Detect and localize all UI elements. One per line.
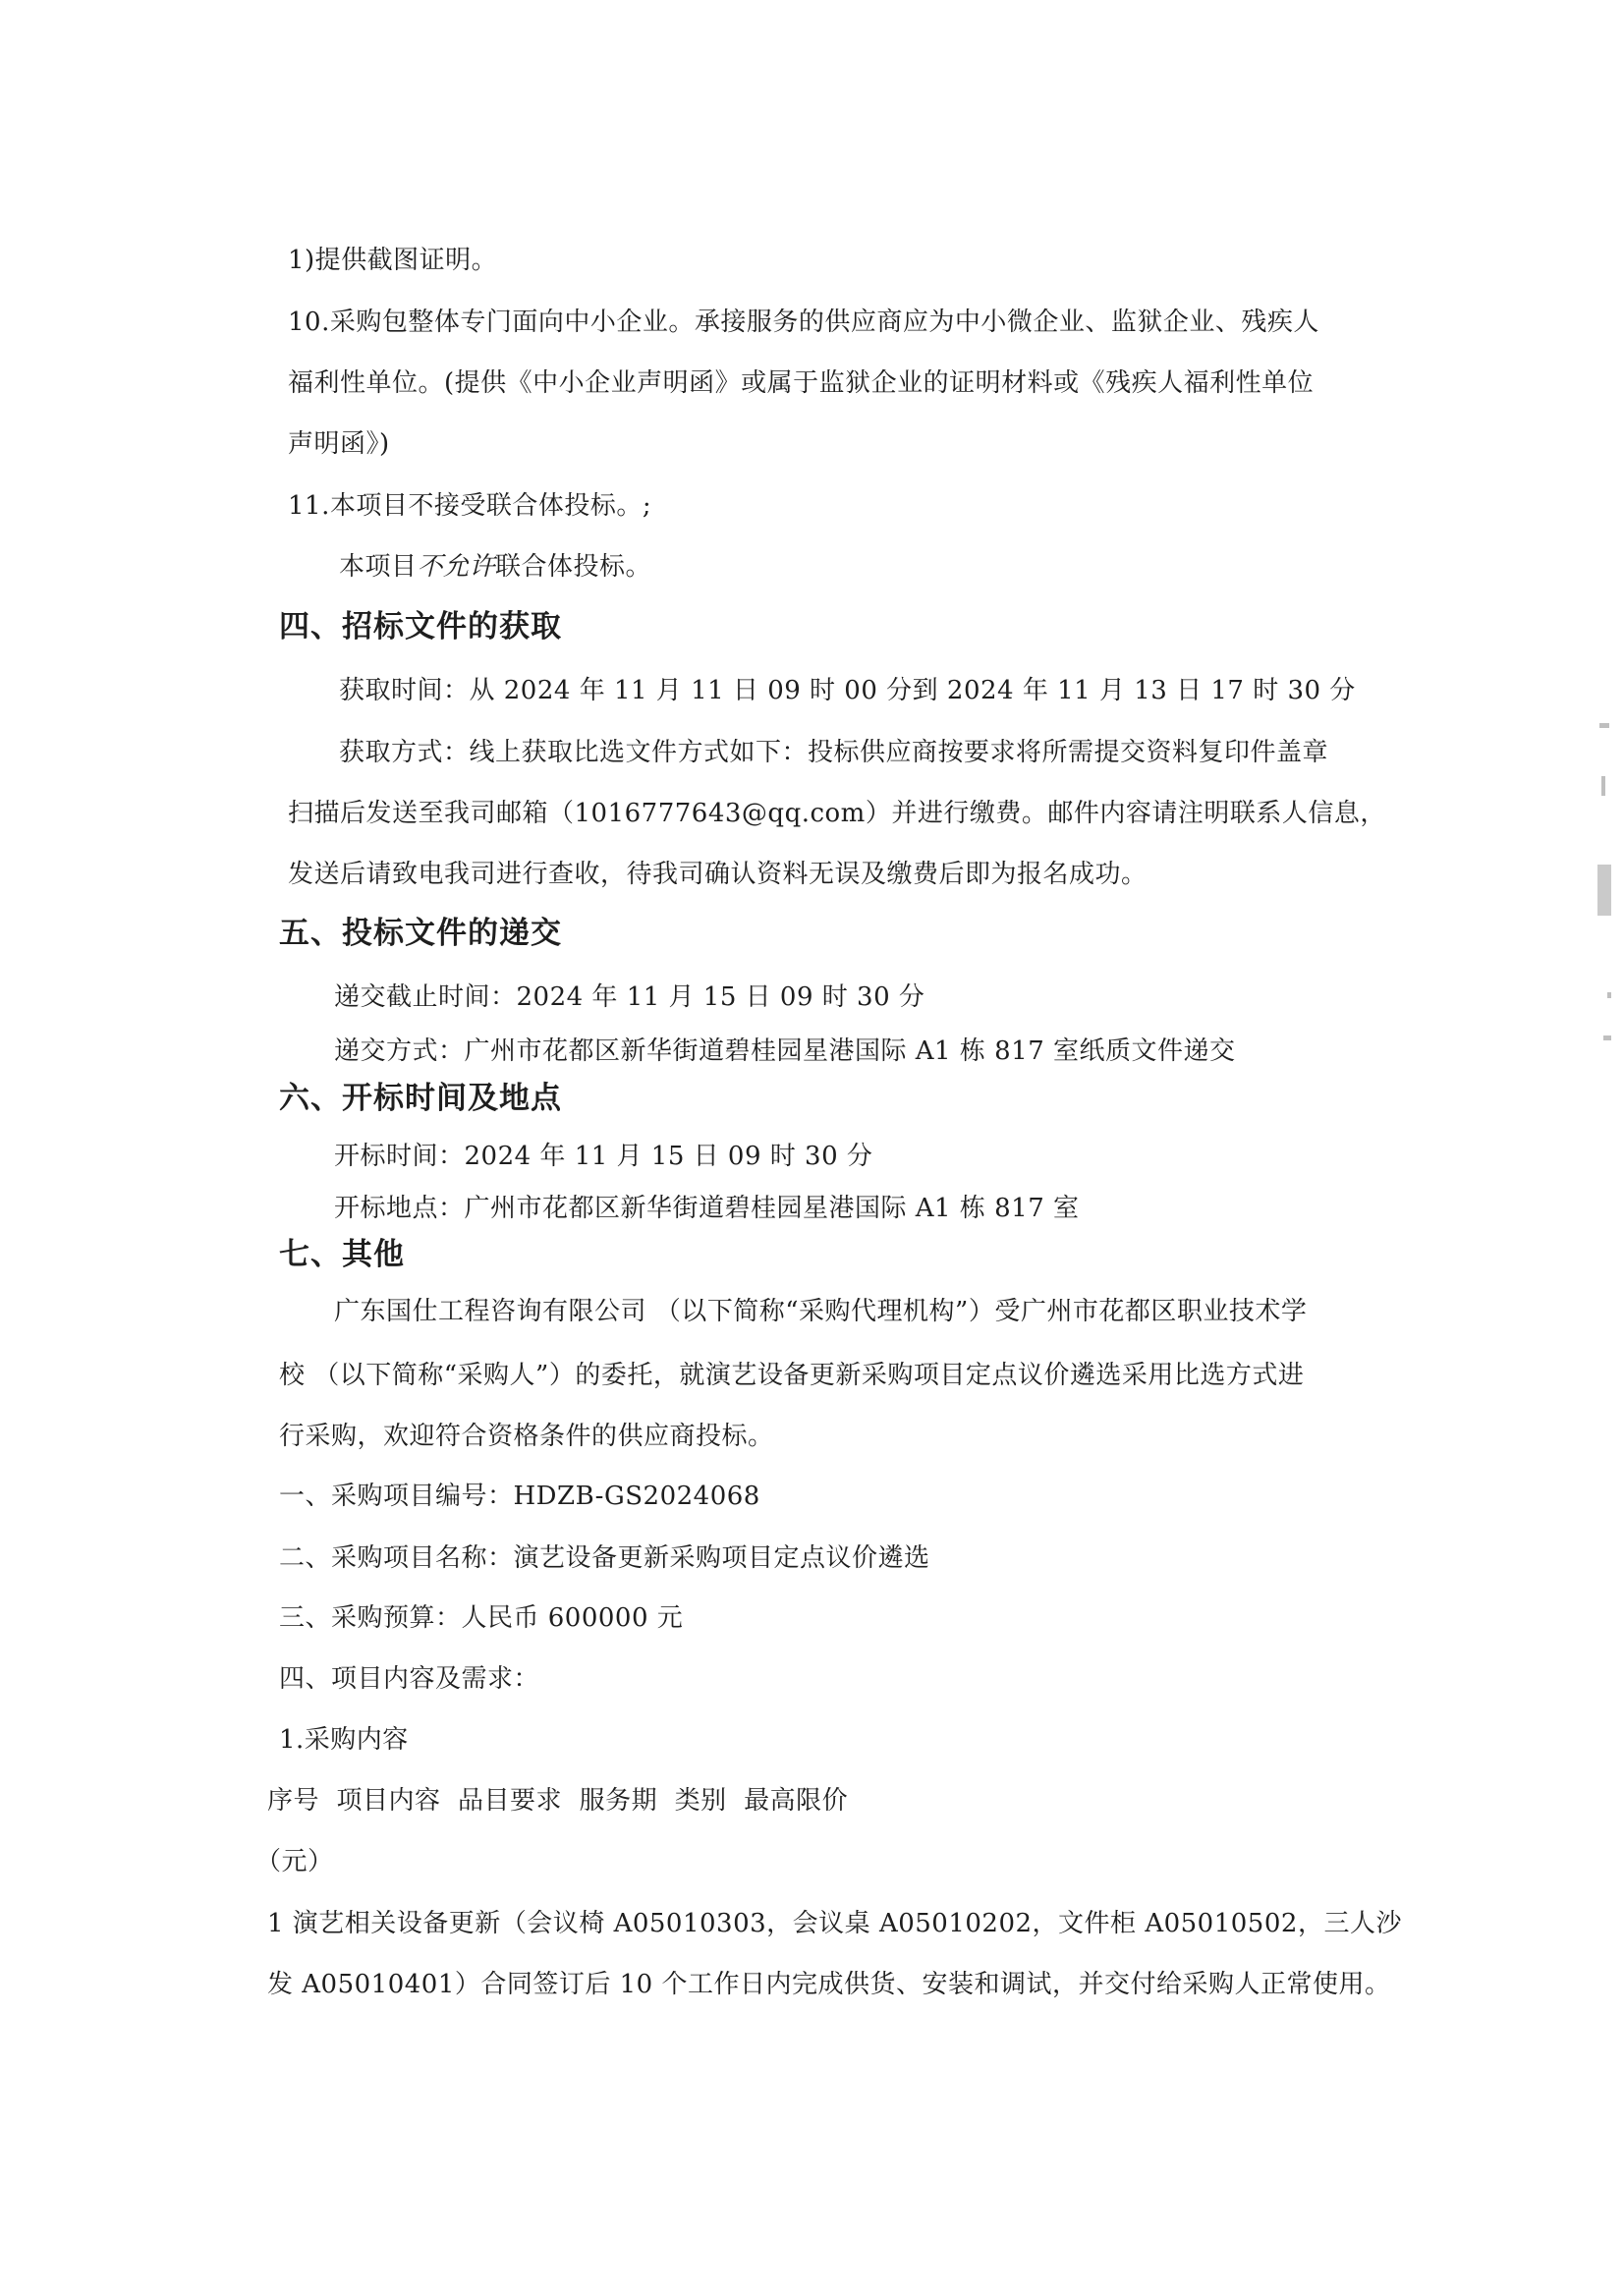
text-line-10: 发送后请致电我司进行查收，待我司确认资料无误及缴费后即为报名成功。 bbox=[288, 860, 1148, 889]
text-line-6 bbox=[339, 550, 651, 584]
text-line-20: 三、采购预算：人民币 600000 元 bbox=[279, 1603, 684, 1633]
text-line-6-part-b: 不允许 bbox=[417, 552, 496, 582]
text-line-18: 一、采购项目编号：HDZB-GS2024068 bbox=[279, 1482, 760, 1511]
text-line-16: 校 （以下简称“采购人”）的委托，就演艺设备更新采购项目定点议价遴选采用比选方式进 bbox=[279, 1361, 1305, 1390]
text-line-3: 福利性单位。(提供《中小企业声明函》或属于监狱企业的证明材料或《残疾人福利性单位 bbox=[288, 368, 1315, 398]
text-line-1: 1)提供截图证明。 bbox=[288, 246, 498, 275]
section-heading-5: 五、投标文件的递交 bbox=[279, 916, 562, 951]
text-line-22: 1.采购内容 bbox=[279, 1725, 409, 1755]
text-line-15: 广东国仕工程咨询有限公司 （以下简称“采购代理机构”）受广州市花都区职业技术学 bbox=[334, 1297, 1308, 1326]
text-line-23: 序号 项目内容 品目要求 服务期 类别 最高限价 bbox=[267, 1786, 849, 1816]
text-line-6-part-a: 本项目 bbox=[339, 552, 418, 582]
text-line-19: 二、采购项目名称：演艺设备更新采购项目定点议价遴选 bbox=[279, 1543, 930, 1573]
text-line-26: 发 A05010401）合同签订后 10 个工作日内完成供货、安装和调试，并交付给采购人正常使用。 bbox=[267, 1970, 1391, 1999]
text-line-2: 10.采购包整体专门面向中小企业。承接服务的供应商应为中小微企业、监狱企业、残疾人 bbox=[288, 308, 1319, 337]
section-heading-4: 四、招标文件的获取 bbox=[279, 609, 562, 644]
text-line-17: 行采购，欢迎符合资格条件的供应商投标。 bbox=[279, 1422, 774, 1451]
text-line-7: 获取时间：从 2024 年 11 月 11 日 09 时 00 分到 2024 年 11 月 13 日 17 时 30 分 bbox=[339, 676, 1356, 705]
text-line-14: 开标地点：广州市花都区新华街道碧桂园星港国际 A1 栋 817 室 bbox=[334, 1194, 1080, 1223]
text-line-21: 四、项目内容及需求： bbox=[279, 1664, 540, 1694]
scan-artifact bbox=[1597, 865, 1611, 916]
scan-artifact bbox=[1601, 776, 1605, 796]
text-line-11: 递交截止时间：2024 年 11 月 15 日 09 时 30 分 bbox=[334, 982, 925, 1012]
text-line-4: 声明函》) bbox=[288, 429, 390, 459]
text-line-8: 获取方式：线上获取比选文件方式如下：投标供应商按要求将所需提交资料复印件盖章 bbox=[339, 738, 1329, 767]
scan-artifact bbox=[1599, 723, 1609, 728]
text-line-6-part-c: 联合体投标。 bbox=[495, 552, 652, 582]
text-line-9: 扫描后发送至我司邮箱（1016777643@qq.com）并进行缴费。邮件内容请注明联系人信息， bbox=[288, 799, 1386, 828]
text-line-5: 11.本项目不接受联合体投标。; bbox=[288, 491, 652, 521]
text-line-12: 递交方式：广州市花都区新华街道碧桂园星港国际 A1 栋 817 室纸质文件递交 bbox=[334, 1036, 1236, 1066]
scan-artifact bbox=[1603, 1036, 1611, 1040]
text-line-25: 1 演艺相关设备更新（会议椅 A05010303，会议桌 A05010202，文件柜 A05010502，三人沙 bbox=[267, 1909, 1402, 1938]
text-line-13: 开标时间：2024 年 11 月 15 日 09 时 30 分 bbox=[334, 1142, 873, 1171]
section-heading-7: 七、其他 bbox=[279, 1237, 405, 1272]
section-heading-6: 六、开标时间及地点 bbox=[279, 1081, 562, 1116]
text-line-24: （元） bbox=[255, 1847, 334, 1876]
scan-artifact bbox=[1607, 992, 1611, 998]
